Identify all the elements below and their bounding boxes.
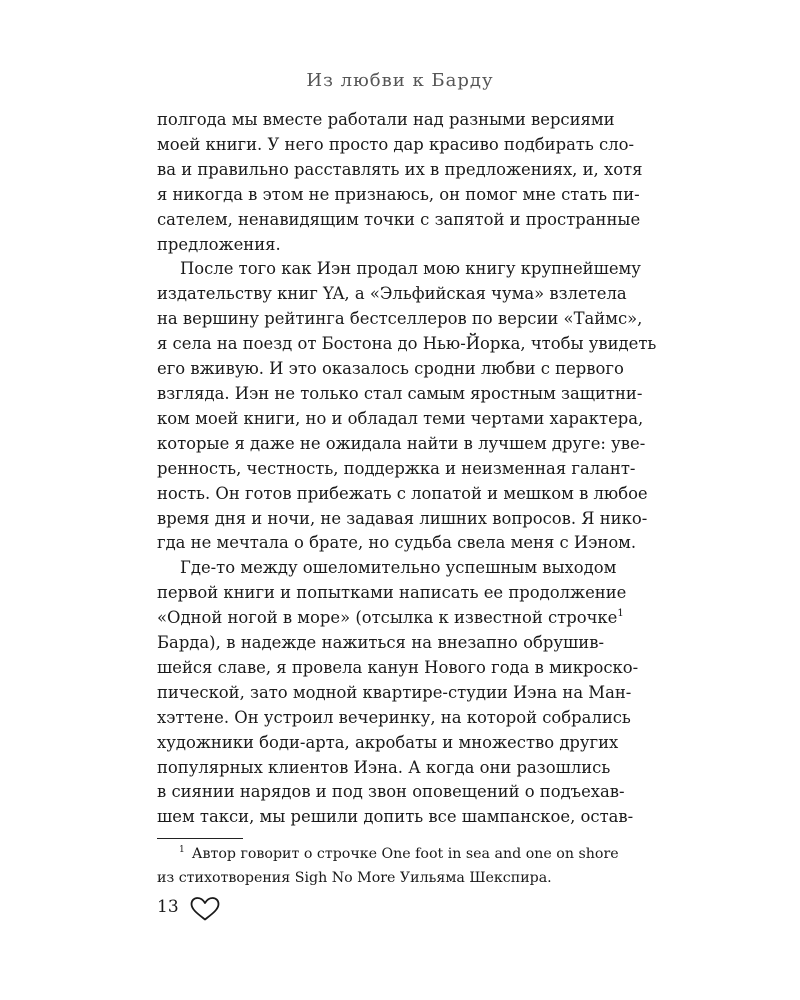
text-line: ность. Он готов прибежать с лопатой и мешком в любое [157, 483, 648, 503]
body-text [157, 108, 657, 830]
text-line: После того как Иэн продал мою книгу крупнейшему [180, 259, 641, 279]
footnote-divider [157, 838, 243, 839]
text-line: шейся славе, я провела канун Нового года в микроско- [157, 657, 639, 677]
text-line: сателем, ненавидящим точки с запятой и пространные [157, 209, 641, 229]
text-line: ком моей книги, но и обладал теми чертами характера, [157, 408, 644, 428]
text-line: я никогда в этом не признаюсь, он помог мне стать пи- [157, 184, 640, 204]
footnote-line [157, 843, 619, 867]
text-line: популярных клиентов Иэна. А когда они разошлись [157, 757, 611, 777]
paragraph-1 [157, 108, 643, 257]
text-line: предложения. [157, 234, 281, 254]
text-line: ва и правильно расставлять их в предложениях, и, хотя [157, 159, 643, 179]
text-line: пической, зато модной квартире-студии Иэна на Ман- [157, 682, 632, 702]
text-line: полгода мы вместе работали над разными версиями [157, 110, 615, 129]
footnote [157, 843, 619, 890]
heart-outline-icon [189, 896, 221, 922]
running-header: Из любви к Барду [306, 70, 494, 91]
footnote-text: Автор говорит о строчке One foot in sea and one on shore [191, 846, 619, 862]
text-line: моей книги. У него просто дар красиво подбирать сло- [157, 134, 635, 154]
page-number: 13 [157, 897, 179, 917]
footnote-line: из стихотворения Sigh No More Уильяма Шекспира. [157, 869, 552, 886]
text-line: художники боди-арта, акробаты и множество других [157, 732, 619, 752]
text-line: взгляда. Иэн не только стал самым яростным защитни- [157, 383, 643, 403]
text-line: гда не мечтала о брате, но судьба свела меня с Иэном. [157, 533, 637, 553]
text-line: Барда), в надежде нажиться на внезапно обрушив- [157, 633, 604, 653]
paragraph-3 [157, 556, 639, 830]
footnote-marker: 1 [179, 845, 185, 855]
text-line: время дня и ночи, не задавая лишних вопросов. Я нико- [157, 508, 648, 528]
text-line: его вживую. И это оказалось сродни любви с первого [157, 359, 624, 379]
text-line: на вершину рейтинга бестселлеров по версии «Таймс», [157, 309, 643, 329]
text-segment: «Одной ногой в море» (отсылка к известной строчке [157, 608, 618, 628]
text-line: ренность, честность, поддержка и неизменная галант- [157, 458, 636, 478]
paragraph-2 [157, 257, 657, 556]
text-line: которые я даже не ожидала найти в лучшем друге: уве- [157, 433, 646, 453]
text-line: издательству книг YA, а «Эльфийская чума» взлетела [157, 284, 627, 304]
text-line: я села на поезд от Бостона до Нью-Йорка, чтобы увидеть [157, 334, 657, 354]
text-line: хэттене. Он устроил вечеринку, на которой собрались [157, 707, 631, 727]
text-line-with-footnote-ref [157, 606, 624, 631]
text-line: в сиянии нарядов и под звон оповещений о подъехав- [157, 782, 625, 802]
text-line: Где-то между ошеломительно успешным выходом [180, 558, 617, 578]
text-line: первой книги и попытками написать ее продолжение [157, 583, 627, 603]
text-line: шем такси, мы решили допить все шампанское, остав- [157, 807, 634, 827]
footnote-reference: 1 [617, 608, 624, 620]
